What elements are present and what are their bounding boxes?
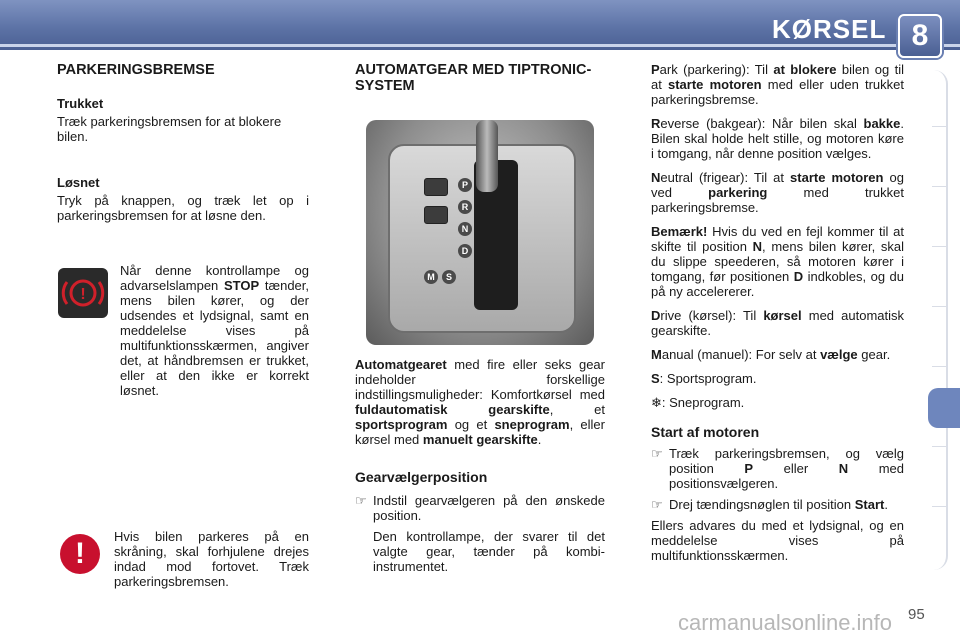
manual-item: Manual (manuel): For selv at vælge gear. — [651, 347, 891, 362]
subsection-heading: Gearvælgerposition — [355, 469, 488, 485]
neutral-item: Neutral (frigear): Til at starte motoren og ved parkering med trukket parkeringsbremse. — [651, 170, 904, 215]
section-title: AUTOMATGEAR MED TIPTRONIC-SYSTEM — [355, 62, 592, 94]
gear-position-section — [355, 469, 605, 574]
gear-letter: M — [651, 347, 662, 362]
snowflake-icon: ❄ — [651, 395, 662, 410]
intro-text: med fire eller seks gear indeholder forskellige indstillingsmuligheder: Komfortkørsel med — [355, 357, 605, 402]
warning-text: Hvis bilen parkeres på en skråning, skal forhjulene drejes indad mod fortovet. Træk parkeringsbremsen. — [114, 529, 309, 589]
side-rail-tick — [932, 366, 946, 367]
intro-text: , eller kørsel med — [355, 417, 605, 447]
gear-lever — [476, 120, 498, 192]
intro-text: , et — [549, 402, 605, 417]
pointing-hand-icon: ☞ — [651, 497, 663, 512]
note-item: Bemærk! Hvis du ved en fejl kommer til at skifte til position N, mens bilen kører, skal du slippe speederen, så motoren kører i tomgang, før positionen D indkobles, og du på ny accelererer. — [651, 224, 905, 299]
watermark: carmanualsonline.info — [678, 610, 893, 635]
svg-text:!: ! — [80, 286, 86, 303]
gearbox-intro — [355, 357, 605, 447]
chapter-number-badge: 8 — [898, 14, 942, 58]
released-heading: Løsnet — [57, 175, 100, 190]
gear-letter: D — [651, 308, 661, 323]
side-rail-tick — [932, 186, 946, 187]
side-rail-tick — [932, 126, 946, 127]
section-title: PARKERINGSBREMSE — [57, 62, 215, 78]
warning-icon: ! — [60, 534, 100, 574]
lamp-text-cont: tænder, mens bilen kører, og der udsendes et lydsignal, samt en meddelelse vises på multifunktionsskærmen, angiver det, at håndbremsen er trukket, eller at den ikke er korrekt løsnet. — [120, 278, 310, 398]
intro-bold: sportsprogram — [355, 417, 448, 432]
intro-bold: sneprogram — [494, 417, 570, 432]
side-rail-tick — [932, 506, 946, 507]
pulled-text: Træk parkeringsbremsen for at blokere bilen. — [57, 114, 282, 144]
gear-letter-n: N — [458, 222, 472, 236]
side-rail-tick — [932, 246, 946, 247]
automatic-gearbox-section — [355, 62, 605, 94]
pulled-heading: Trukket — [57, 96, 104, 111]
pointing-hand-icon: ☞ — [651, 446, 663, 461]
gear-mode-button — [424, 178, 448, 196]
intro-bold: manuelt gearskifte — [422, 432, 538, 447]
chapter-title: KØRSEL — [772, 14, 887, 44]
intro-bold: fuldautomatisk gearskifte — [355, 402, 550, 417]
released-text: Tryk på knappen, og træk let op i parkeringsbremsen for at løsne den. — [57, 193, 309, 223]
gear-letter: R — [651, 116, 661, 131]
reverse-item: Reverse (bakgear): Når bilen skal bakke. Bilen skal holde helt stille, og motoren køre i tomgang, når denne position vælges. — [651, 116, 904, 161]
intro-bold: Automatgearet — [355, 357, 447, 372]
side-rail-tick — [932, 446, 946, 447]
gear-letter-m: M — [424, 270, 438, 284]
park-item: Park (parkering): Til at blokere bilen og til at starte motoren med eller uden trukket parkeringsbremse. — [651, 62, 904, 107]
position-step-2: Den kontrollampe, der svarer til det valgte gear, tænder på kombi-instrumentet. — [373, 529, 605, 574]
gear-letter: S — [651, 371, 660, 386]
active-chapter-tab[interactable] — [928, 388, 960, 428]
gear-letter-r: R — [458, 200, 472, 214]
gear-selector-photo — [366, 120, 594, 345]
gear-letter-d: D — [458, 244, 472, 258]
lamp-text: Når denne kontrollampe og advarselslampen — [120, 263, 309, 293]
chapter-side-rail — [928, 70, 948, 570]
subsection-heading: Start af motoren — [651, 424, 760, 440]
gear-positions-list — [651, 62, 904, 563]
drive-item: Drive (kørsel): Til kørsel med automatisk gearskifte. — [651, 308, 905, 338]
lamp-paragraph — [57, 263, 309, 398]
parking-brake-section — [57, 62, 309, 223]
pointing-hand-icon: ☞ — [355, 493, 367, 508]
stop-label: STOP — [224, 278, 260, 293]
gear-letter-s: S — [442, 270, 456, 284]
gear-letter-p: P — [458, 178, 472, 192]
page-number: 95 — [908, 606, 925, 623]
intro-text: og et — [447, 417, 495, 432]
side-rail-tick — [932, 306, 946, 307]
start-step-2: Drej tændingsnøglen til position Start. — [669, 497, 888, 512]
snow-item: ❄: Sneprogram. — [651, 395, 745, 410]
gear-mode-button — [424, 206, 448, 224]
gear-letter: N — [651, 170, 661, 185]
warning-paragraph — [114, 529, 309, 589]
gear-letter: P — [651, 62, 660, 77]
sport-item: S: Sportsprogram. — [651, 371, 757, 386]
start-footer: Ellers advares du med et lydsignal, og en meddelelse vises på multifunktionsskærmen. — [651, 518, 904, 563]
start-step-1: Træk parkeringsbremsen, og vælg position P eller N med positionsvælgeren. — [669, 446, 904, 491]
intro-text: . — [537, 432, 542, 447]
position-step-1: Indstil gearvælgeren på den ønskede position. — [373, 493, 605, 523]
